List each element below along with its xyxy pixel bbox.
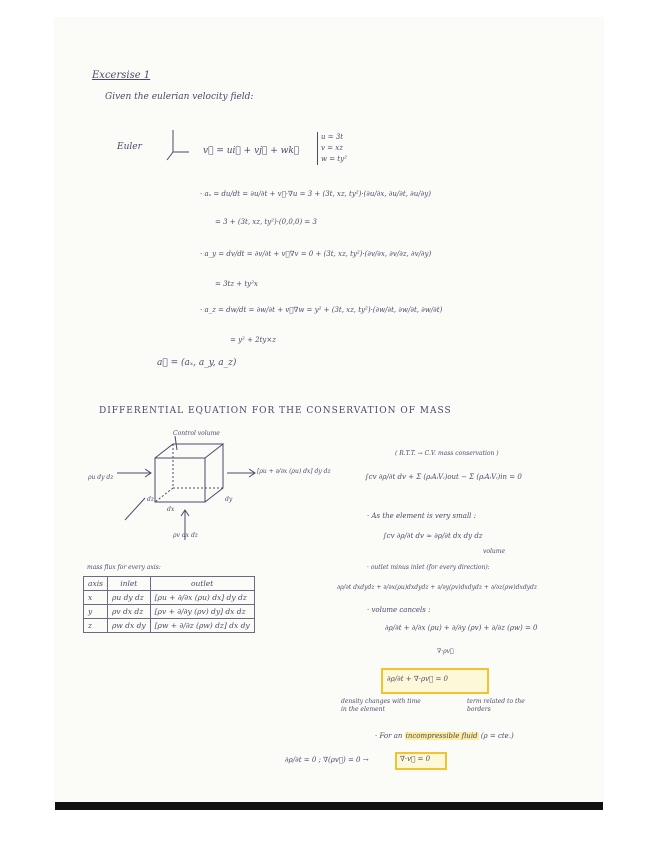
inlet-flux-label: ρu dy dz bbox=[88, 474, 114, 481]
axes-icon bbox=[165, 128, 193, 162]
incompressible-prefix: · For an bbox=[375, 732, 403, 740]
table-row bbox=[84, 619, 255, 633]
acceleration-vector: a⃗ = (aₓ, a_y, a_z) bbox=[157, 358, 237, 368]
table-header: inlet bbox=[107, 577, 150, 591]
mass-flux-table bbox=[83, 576, 255, 633]
table-cell: ρu dy dz bbox=[107, 591, 150, 605]
final-boxed-equation bbox=[395, 752, 447, 770]
velocity-components bbox=[317, 132, 347, 165]
control-volume-label: Control volume bbox=[173, 430, 220, 437]
rtt-equation: ∫cv ∂ρ/∂t dv + Σ (ρᵢAᵢVᵢ)out − Σ (ρᵢAᵢVᵢ)in = 0 bbox=[365, 473, 522, 481]
control-volume-diagram bbox=[115, 428, 305, 540]
scan-edge bbox=[55, 802, 603, 810]
table-header: outlet bbox=[150, 577, 254, 591]
outlet-note: · outlet minus inlet (for every direction): bbox=[367, 564, 490, 571]
table-header-row bbox=[84, 577, 255, 591]
table-cell: [ρv + ∂/∂y (ρv) dy] dx dz bbox=[150, 605, 254, 619]
table-cell: y bbox=[84, 605, 108, 619]
table-cell: x bbox=[84, 591, 108, 605]
outlet-flux-label: [ρu + ∂/∂x (ρu) dx] dy dz bbox=[257, 468, 331, 475]
table-cell: ρv dx dz bbox=[107, 605, 150, 619]
axis-dy-label: dy bbox=[225, 496, 233, 503]
az-line1: · a_z = dw/dt = ∂w/∂t + v⃗∇w = y² + (3t, xz, ty²)·(∂w/∂t, ∂w/∂t, ∂w/∂t) bbox=[200, 306, 443, 314]
table-row bbox=[84, 605, 255, 619]
border-terms-note: term related to the borders bbox=[467, 698, 525, 713]
rtt-note: ( R.T.T. → C.V. mass conservation ) bbox=[395, 450, 499, 457]
component-w: w = ty² bbox=[321, 155, 347, 163]
euler-label: Euler bbox=[117, 142, 142, 152]
axis-dx-label: dx bbox=[167, 506, 175, 513]
velocity-field: v⃗ = ui⃗ + vj⃗ + wk⃗ bbox=[203, 146, 300, 156]
continuity-equation: ∂ρ/∂t + ∇·ρv⃗ = 0 bbox=[387, 675, 448, 683]
table-cell: [ρw + ∂/∂z (ρw) dz] dx dy bbox=[150, 619, 254, 633]
table-title: mass flux for every axis: bbox=[87, 564, 161, 571]
cancel-note: · volume cancels : bbox=[367, 606, 431, 614]
bottom-flux-label: ρv dx dz bbox=[173, 532, 198, 539]
az-line2: = y² + 2ty×z bbox=[230, 336, 276, 344]
final-equation: ∂ρ/∂t = 0 ; ∇(ρv⃗) = 0 → bbox=[285, 756, 369, 764]
exercise-title: Excersise 1 bbox=[92, 70, 151, 81]
ay-line2: = 3tz + ty²x bbox=[215, 280, 258, 288]
volume-word: volume bbox=[483, 548, 506, 555]
table-row bbox=[84, 591, 255, 605]
component-v: v = xz bbox=[321, 144, 343, 152]
incompressible-highlight: incompressible fluid bbox=[405, 732, 478, 740]
ay-line1: · a_y = dv/dt = ∂v/∂t + v⃗∇v = 0 + (3t, xz, ty²)·(∂v/∂x, ∂v/∂z, ∂v/∂y) bbox=[200, 250, 432, 258]
ax-line2: = 3 + (3t, xz, ty²)·(0,0,0) = 3 bbox=[215, 218, 317, 226]
ax-line1: · aₓ = du/dt = ∂u/∂t + v⃗·∇u = 3 + (3t, xz, ty²)·(∂u/∂x, ∂u/∂t, ∂u/∂y) bbox=[200, 190, 431, 198]
final-boxed-text: ∇·v⃗ = 0 bbox=[400, 755, 431, 763]
table-header: axis bbox=[84, 577, 108, 591]
table-cell: z bbox=[84, 619, 108, 633]
notebook-page bbox=[55, 18, 603, 802]
cancel-equation: ∂ρ/∂t + ∂/∂x (ρu) + ∂/∂y (ρv) + ∂/∂z (ρw) = 0 bbox=[385, 624, 538, 632]
component-u: u = 3t bbox=[321, 133, 344, 141]
incompressible-condition: (ρ = cte.) bbox=[480, 732, 514, 740]
section-title: DIFFERENTIAL EQUATION FOR THE CONSERVATION OF MASS bbox=[99, 406, 452, 416]
small-element-note: · As the element is very small : bbox=[367, 512, 477, 520]
density-note: density changes with time in the element bbox=[341, 698, 421, 713]
continuity-equation-box bbox=[381, 668, 489, 694]
exercise-subtitle: Given the eulerian velocity field: bbox=[105, 92, 254, 102]
long-equation: ∂ρ/∂t dxdydz + ∂/∂x(ρu)dxdydz + ∂/∂y(ρv)dxdydz + ∂/∂z(ρw)dxdydz bbox=[337, 584, 538, 591]
axis-dz-label: dz bbox=[147, 496, 155, 503]
divergence-label: ∇·ρv⃗ bbox=[437, 648, 454, 655]
table-cell: ρw dx dy bbox=[107, 619, 150, 633]
incompressible-note bbox=[375, 732, 514, 740]
table-cell: [ρu + ∂/∂x (ρu) dx] dy dz bbox=[150, 591, 254, 605]
small-element-equation: ∫cv ∂ρ/∂t dv ≈ ∂ρ/∂t dx dy dz bbox=[383, 532, 483, 540]
